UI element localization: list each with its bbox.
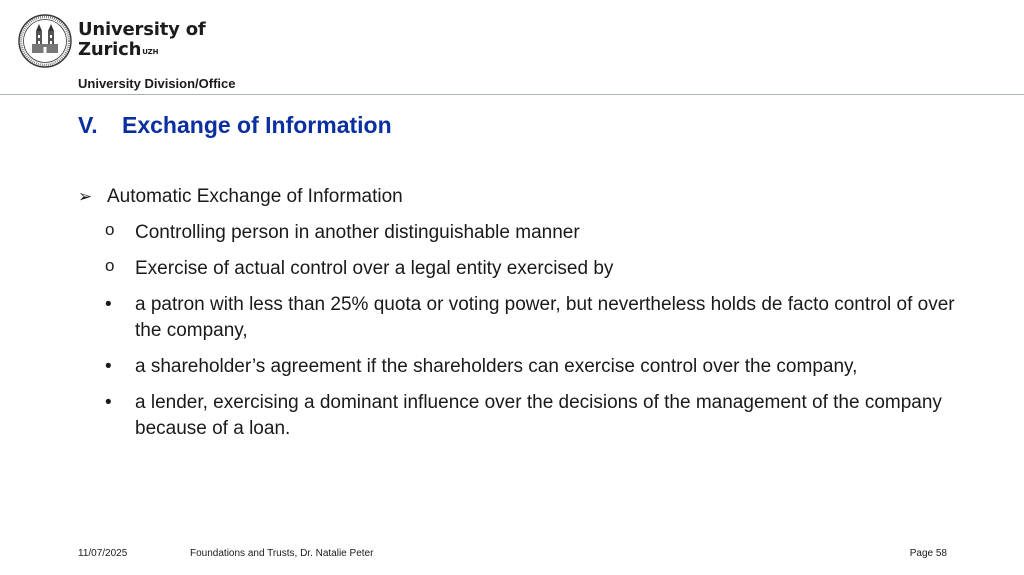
list-item <box>78 292 978 344</box>
list-item <box>78 184 978 210</box>
university-seal-logo <box>18 14 72 68</box>
list-item <box>78 256 978 282</box>
list-item-text: a lender, exercising a dominant influence over the decisions of the management of the company because of a loan. <box>135 392 942 439</box>
slide-title <box>78 112 392 139</box>
circle-bullet-icon: o <box>105 220 115 239</box>
title-number: V. <box>78 112 98 138</box>
list-item <box>78 390 978 442</box>
university-logo-wordmark <box>78 20 206 60</box>
slide-content <box>78 184 978 452</box>
list-item-text: Exercise of actual control over a legal entity exercised by <box>135 258 614 279</box>
list-item-text: Automatic Exchange of Information <box>107 186 403 207</box>
circle-bullet-icon: o <box>105 256 115 275</box>
arrow-bullet-icon: ➢ <box>78 187 93 206</box>
footer-date: 11/07/2025 <box>78 548 128 559</box>
list-item <box>78 220 978 246</box>
list-item-text: Controlling person in another distinguishable manner <box>135 222 580 243</box>
dot-bullet-icon: • <box>105 356 112 377</box>
title-text: Exchange of Information <box>122 112 392 138</box>
logo-uzh: UZH <box>142 48 159 56</box>
footer-course: Foundations and Trusts, Dr. Natalie Peter <box>190 548 374 559</box>
logo-line-1: University of <box>78 19 206 40</box>
header-divider <box>0 94 1024 95</box>
footer-page-number: Page 58 <box>909 548 947 559</box>
division-label: University Division/Office <box>78 76 236 91</box>
logo-line-2 <box>78 40 206 60</box>
list-item-text: a shareholder’s agreement if the shareholders can exercise control over the company, <box>135 356 858 377</box>
dot-bullet-icon: • <box>105 294 112 315</box>
dot-bullet-icon: • <box>105 392 112 413</box>
list-item-text: a patron with less than 25% quota or voting power, but nevertheless holds de facto control of over the company, <box>135 294 955 341</box>
logo-zurich: Zurich <box>78 39 142 60</box>
list-item <box>78 354 978 380</box>
